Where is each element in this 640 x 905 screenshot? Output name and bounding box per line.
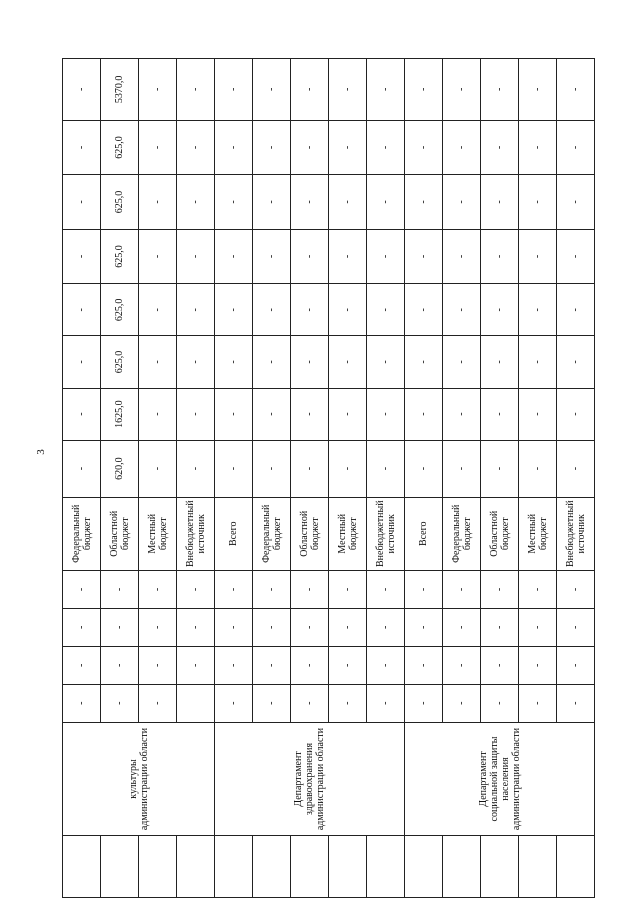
value-cell: - [519,571,557,609]
value-cell: - [253,684,291,722]
rotated-table [62,58,587,898]
year-value-cell: - [405,175,443,230]
year-value-cell: - [557,120,595,175]
value-cell: - [253,608,291,646]
year-value-cell: 1625,0 [101,388,139,440]
value-cell: - [367,684,405,722]
value-cell: - [367,608,405,646]
funding-source-cell: Местный бюджет [139,497,177,570]
table-row [405,59,443,898]
year-value-cell: - [557,284,595,336]
year-value-cell: - [481,388,519,440]
year-value-cell: - [519,440,557,497]
year-value-cell: - [291,284,329,336]
value-cell: - [253,571,291,609]
year-value-cell: - [443,175,481,230]
blank-cell [291,836,329,898]
funding-source-cell: Всего [215,497,253,570]
year-value-cell: - [481,336,519,388]
value-cell [177,684,215,722]
year-value-cell: - [253,388,291,440]
value-cell: - [329,608,367,646]
table-row [215,59,253,898]
year-value-cell: - [367,175,405,230]
value-cell: - [329,571,367,609]
organization-cell: Департамент здравоохранения администрации области [215,722,405,836]
value-cell: - [139,684,177,722]
year-value-cell: - [139,59,177,121]
year-value-cell: - [177,440,215,497]
value-cell: - [481,571,519,609]
blank-cell [557,836,595,898]
year-value-cell: - [367,336,405,388]
year-value-cell: 625,0 [101,175,139,230]
value-cell: - [519,646,557,684]
year-value-cell: - [443,440,481,497]
funding-source-cell: Внебюджетный источник [367,497,405,570]
year-value-cell: 625,0 [101,120,139,175]
year-value-cell: - [139,440,177,497]
year-value-cell: - [139,120,177,175]
year-value-cell: - [253,229,291,284]
year-value-cell: - [215,229,253,284]
blank-cell [101,836,139,898]
year-value-cell: - [329,229,367,284]
funding-source-cell: Местный бюджет [519,497,557,570]
year-value-cell: - [63,440,101,497]
value-cell: - [291,571,329,609]
year-value-cell: - [367,59,405,121]
budget-table-container [62,58,587,898]
value-cell: - [443,608,481,646]
year-value-cell: - [481,175,519,230]
year-value-cell: 625,0 [101,229,139,284]
funding-source-cell: Внебюджетный источник [557,497,595,570]
year-value-cell: - [481,120,519,175]
year-value-cell: - [557,175,595,230]
value-cell: - [519,608,557,646]
funding-source-cell: Федеральный бюджет [253,497,291,570]
year-value-cell: - [215,59,253,121]
year-value-cell: - [329,336,367,388]
year-value-cell: - [63,336,101,388]
blank-cell [519,836,557,898]
year-value-cell: - [139,388,177,440]
year-value-cell: - [63,284,101,336]
year-value-cell: - [63,229,101,284]
year-value-cell: - [405,229,443,284]
year-value-cell: - [367,229,405,284]
blank-cell [329,836,367,898]
funding-source-cell: Всего [405,497,443,570]
year-value-cell: - [519,229,557,284]
year-value-cell: - [215,388,253,440]
blank-cell [215,836,253,898]
year-value-cell: - [557,229,595,284]
year-value-cell: - [215,440,253,497]
year-value-cell: - [139,229,177,284]
year-value-cell: - [329,440,367,497]
year-value-cell: - [519,120,557,175]
year-value-cell: - [405,284,443,336]
year-value-cell: - [329,284,367,336]
blank-cell [443,836,481,898]
year-value-cell: 5370,0 [101,59,139,121]
funding-source-cell: Внебюджетный источник [177,497,215,570]
year-value-cell: - [557,59,595,121]
value-cell: - [139,571,177,609]
value-cell: - [481,684,519,722]
value-cell: - [443,646,481,684]
year-value-cell: - [405,440,443,497]
table-row [63,59,101,898]
value-cell: - [443,684,481,722]
value-cell: - [367,646,405,684]
blank-cell [177,836,215,898]
year-value-cell: - [253,175,291,230]
year-value-cell: 620,0 [101,440,139,497]
value-cell: - [215,646,253,684]
year-value-cell: - [291,440,329,497]
year-value-cell: - [557,336,595,388]
year-value-cell: - [177,284,215,336]
year-value-cell: - [443,336,481,388]
year-value-cell: - [443,120,481,175]
funding-source-cell: Областной бюджет [101,497,139,570]
value-cell: - [63,608,101,646]
value-cell: - [291,684,329,722]
value-cell: - [101,571,139,609]
blank-cell [139,836,177,898]
year-value-cell: - [405,59,443,121]
year-value-cell: - [443,284,481,336]
year-value-cell: - [443,388,481,440]
year-value-cell: - [481,229,519,284]
page-number: 3 [34,449,47,455]
year-value-cell: - [557,440,595,497]
value-cell: - [557,571,595,609]
organization-cell: культуры администрации области [63,722,215,836]
value-cell: - [215,571,253,609]
year-value-cell: - [367,284,405,336]
value-cell: - [215,608,253,646]
year-value-cell: - [139,284,177,336]
year-value-cell: - [253,284,291,336]
year-value-cell: - [519,388,557,440]
year-value-cell: - [63,120,101,175]
value-cell: - [177,571,215,609]
year-value-cell: - [215,284,253,336]
year-value-cell: - [177,388,215,440]
budget-table [62,58,595,898]
value-cell: - [519,684,557,722]
funding-source-cell: Федеральный бюджет [63,497,101,570]
year-value-cell: - [405,120,443,175]
year-value-cell: - [481,440,519,497]
year-value-cell: - [291,336,329,388]
year-value-cell: - [63,59,101,121]
year-value-cell: - [177,175,215,230]
year-value-cell: - [329,59,367,121]
organization-cell: Департамент социальной защиты населения администрации области [405,722,595,836]
year-value-cell: - [253,59,291,121]
value-cell: - [177,608,215,646]
blank-cell [367,836,405,898]
value-cell: - [63,571,101,609]
value-cell: - [329,646,367,684]
value-cell: - [405,608,443,646]
value-cell: - [101,684,139,722]
year-value-cell: - [177,59,215,121]
year-value-cell: - [519,336,557,388]
blank-cell [481,836,519,898]
year-value-cell: - [215,336,253,388]
year-value-cell: - [519,284,557,336]
value-cell: - [215,684,253,722]
year-value-cell: - [367,120,405,175]
year-value-cell: - [177,229,215,284]
value-cell: - [481,608,519,646]
value-cell: - [291,646,329,684]
blank-cell [405,836,443,898]
value-cell: - [291,608,329,646]
year-value-cell: - [329,175,367,230]
year-value-cell: - [367,440,405,497]
year-value-cell: - [481,284,519,336]
blank-cell [63,836,101,898]
value-cell: - [177,646,215,684]
value-cell: - [557,684,595,722]
value-cell: - [481,646,519,684]
year-value-cell: - [405,336,443,388]
value-cell: - [557,646,595,684]
year-value-cell: - [253,440,291,497]
year-value-cell: 625,0 [101,284,139,336]
value-cell: - [63,684,101,722]
year-value-cell: - [177,120,215,175]
year-value-cell: - [557,388,595,440]
value-cell: - [139,608,177,646]
funding-source-cell: Областной бюджет [291,497,329,570]
year-value-cell: 625,0 [101,336,139,388]
year-value-cell: - [139,336,177,388]
year-value-cell: - [253,336,291,388]
year-value-cell: - [329,388,367,440]
year-value-cell: - [215,120,253,175]
value-cell: - [405,571,443,609]
year-value-cell: - [291,59,329,121]
year-value-cell: - [481,59,519,121]
year-value-cell: - [139,175,177,230]
value-cell: - [405,646,443,684]
funding-source-cell: Областной бюджет [481,497,519,570]
year-value-cell: - [519,175,557,230]
year-value-cell: - [367,388,405,440]
year-value-cell: - [63,388,101,440]
year-value-cell: - [291,175,329,230]
year-value-cell: - [215,175,253,230]
blank-cell [253,836,291,898]
value-cell: - [329,684,367,722]
value-cell: - [557,608,595,646]
year-value-cell: - [177,336,215,388]
value-cell: - [139,646,177,684]
year-value-cell: - [291,229,329,284]
value-cell: - [101,608,139,646]
value-cell: - [63,646,101,684]
year-value-cell: - [405,388,443,440]
year-value-cell: - [291,388,329,440]
value-cell: - [101,646,139,684]
year-value-cell: - [519,59,557,121]
year-value-cell: - [291,120,329,175]
value-cell: - [253,646,291,684]
value-cell: - [367,571,405,609]
year-value-cell: - [253,120,291,175]
year-value-cell: - [329,120,367,175]
value-cell: - [405,684,443,722]
year-value-cell: - [443,229,481,284]
year-value-cell: - [443,59,481,121]
funding-source-cell: Местный бюджет [329,497,367,570]
year-value-cell: - [63,175,101,230]
funding-source-cell: Федеральный бюджет [443,497,481,570]
value-cell: - [443,571,481,609]
